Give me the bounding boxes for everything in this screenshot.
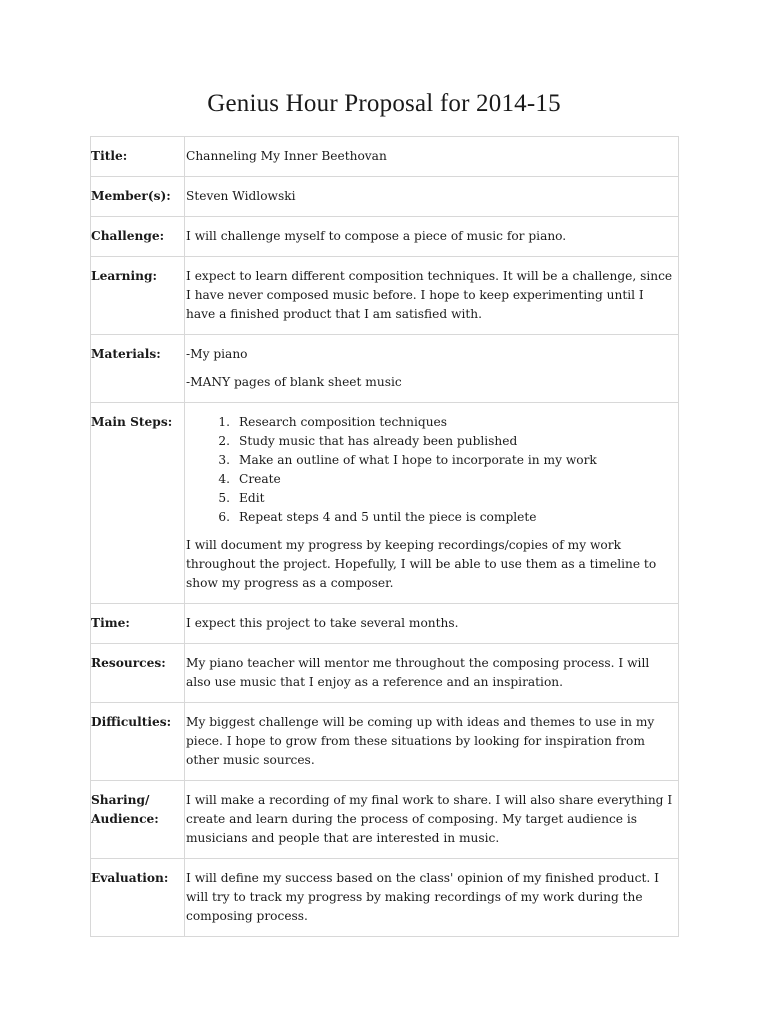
document-title: Genius Hour Proposal for 2014-15 [207,90,561,117]
value-title: Channeling My Inner Beethovan [185,137,679,177]
row-members [91,177,679,217]
step-item: 6. Repeat steps 4 and 5 until the piece is complete [218,510,537,524]
value-difficulties: My biggest challenge will be coming up with ideas and themes to use in my piece. I hope to grow from these situations by looking for inspiration from other music sources. [185,703,679,781]
label-resources: Resources: [91,644,185,703]
row-title [91,137,679,177]
value-members: Steven Widlowski [185,177,679,217]
row-learning [91,257,679,335]
step-item: 3. Make an outline of what I hope to incorporate in my work [218,453,597,467]
label-materials: Materials: [91,335,185,403]
row-time [91,604,679,644]
value-main-steps [185,403,679,604]
row-difficulties [91,703,679,781]
row-main-steps [91,403,679,604]
step-item: 4. Create [218,472,281,486]
value-learning: I expect to learn different composition techniques. It will be a challenge, since I have never composed music before. I hope to keep experimenting until I have a finished product that I am satisfied with. [185,257,679,335]
label-main-steps: Main Steps: [91,403,185,604]
label-challenge: Challenge: [91,217,185,257]
step-item: 1. Research composition techniques [218,415,448,429]
label-sharing: Sharing/ Audience: [91,781,185,859]
proposal-table [90,136,679,937]
row-evaluation [91,859,679,937]
value-evaluation: I will define my success based on the class' opinion of my finished product. I will try to track my progress by making recordings of my work during the composing process. [185,859,679,937]
step-item: 2. Study music that has already been published [218,434,518,448]
label-time: Time: [91,604,185,644]
label-evaluation: Evaluation: [91,859,185,937]
row-resources [91,644,679,703]
value-materials [185,335,679,403]
steps-list [186,413,674,527]
label-difficulties: Difficulties: [91,703,185,781]
label-learning: Learning: [91,257,185,335]
steps-note: I will document my progress by keeping recordings/copies of my work throughout the project. Hopefully, I will be able to use them as a timeline to show my progress as a composer. [186,538,657,590]
value-challenge: I will challenge myself to compose a piece of music for piano. [185,217,679,257]
row-challenge [91,217,679,257]
value-sharing: I will make a recording of my final work to share. I will also share everything I create and learn during the process of composing. My target audience is musicians and people that are interested in music. [185,781,679,859]
value-time: I expect this project to take several months. [185,604,679,644]
label-title: Title: [91,137,185,177]
material-item: -MANY pages of blank sheet music [186,375,402,389]
step-item: 5. Edit [218,491,265,505]
label-members: Member(s): [91,177,185,217]
row-materials [91,335,679,403]
value-resources: My piano teacher will mentor me throughout the composing process. I will also use music that I enjoy as a reference and an inspiration. [185,644,679,703]
row-sharing [91,781,679,859]
material-item: -My piano [186,347,248,361]
